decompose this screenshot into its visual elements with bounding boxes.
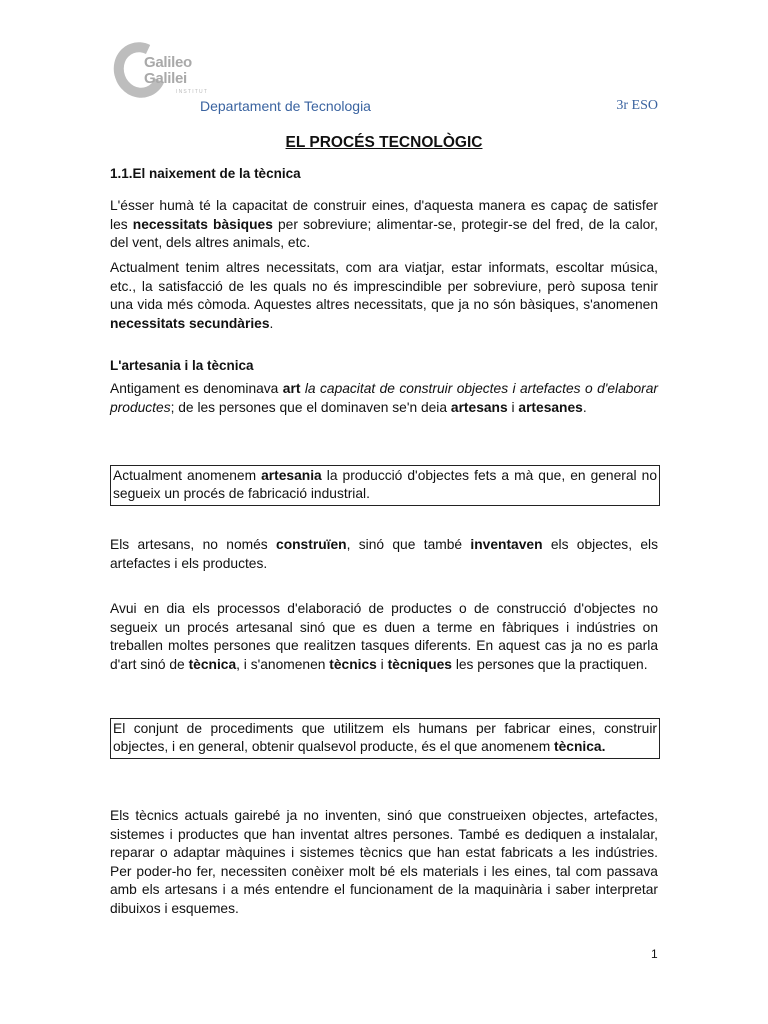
page-number: 1 <box>651 947 658 961</box>
paragraph-tecnics-actuals: Els tècnics actuals gairebé ja no inventen, sinó que construeixen objectes, artefactes, sistemes i productes que han inventat altres persones. També es dediquen a instalalar, reparar o adaptar màquines i sistemes tècnics que han estat fabricats a les indústries. Per poder-ho fer, necessiten conèixer molt bé els materials i les eines, tal com passava amb els artesans i a més entendre el funcionament de la maquinària i saber interpretar dibuixos i esquemes. <box>110 808 658 916</box>
paragraph-necessitats-secundaries: Actualment tenim altres necessitats, com ara viatjar, estar informats, escoltar música, etc., la satisfacció de les quals no és imprescindible per sobreviure, però suposa tenir una vida més còmoda. Aquestes altres necessitats, que ja no són bàsiques, s'anomenen necessitats secundàries. <box>110 260 658 331</box>
section-heading-artesania: L'artesania i la tècnica <box>110 358 254 373</box>
section-heading-naixement: 1.1.El naixement de la tècnica <box>110 166 301 181</box>
page-title: EL PROCÉS TECNOLÒGIC <box>285 134 483 151</box>
paragraph-artesans: Els artesans, no només construïen, sinó que també inventaven els objectes, els artefactes i els productes. <box>110 537 659 571</box>
definition-box-tecnica: El conjunt de procediments que utilitzem els humans per fabricar eines, construir objectes, i en general, obtenir qualsevol producte, és el que anomenem tècnica. <box>110 718 660 759</box>
logo-text-galileo: Galileo <box>144 54 192 71</box>
school-logo <box>114 42 209 102</box>
paragraph-necessitats-basiques: L'ésser humà té la capacitat de construir eines, d'aquesta manera es capaç de satisfer les necessitats bàsiques per sobreviure; alimentar-se, protegir-se del fred, de la calor, del vent, dels altres animals, etc. <box>110 198 658 251</box>
department-label: Departament de Tecnologia <box>200 98 371 114</box>
paragraph-art: Antigament es denominava art la capacitat de construir objectes i artefactes o d'elaborar productes; de les persones que el dominaven se'n deia artesans i artesanes. <box>110 381 658 415</box>
paragraph-processos: Avui en dia els processos d'elaboració de productes o de construcció d'objectes no segueix un procés artesanal sinó que es duen a terme en fàbriques i indústries on treballen moltes persones que realitzen tasques diferents. En aquest cas ja no es parla d'art sinó de tècnica, i s'anomenen tècnics i tècniques les persones que la practiquen. <box>110 601 658 672</box>
logo-text-galilei: Galilei <box>144 70 187 87</box>
definition-box-artesania: Actualment anomenem artesania la producció d'objectes fets a mà que, en general no segueix un procés de fabricació industrial. <box>110 465 660 506</box>
grade-label: 3r ESO <box>616 98 658 113</box>
logo-text-institut: INSTITUT <box>176 89 209 95</box>
